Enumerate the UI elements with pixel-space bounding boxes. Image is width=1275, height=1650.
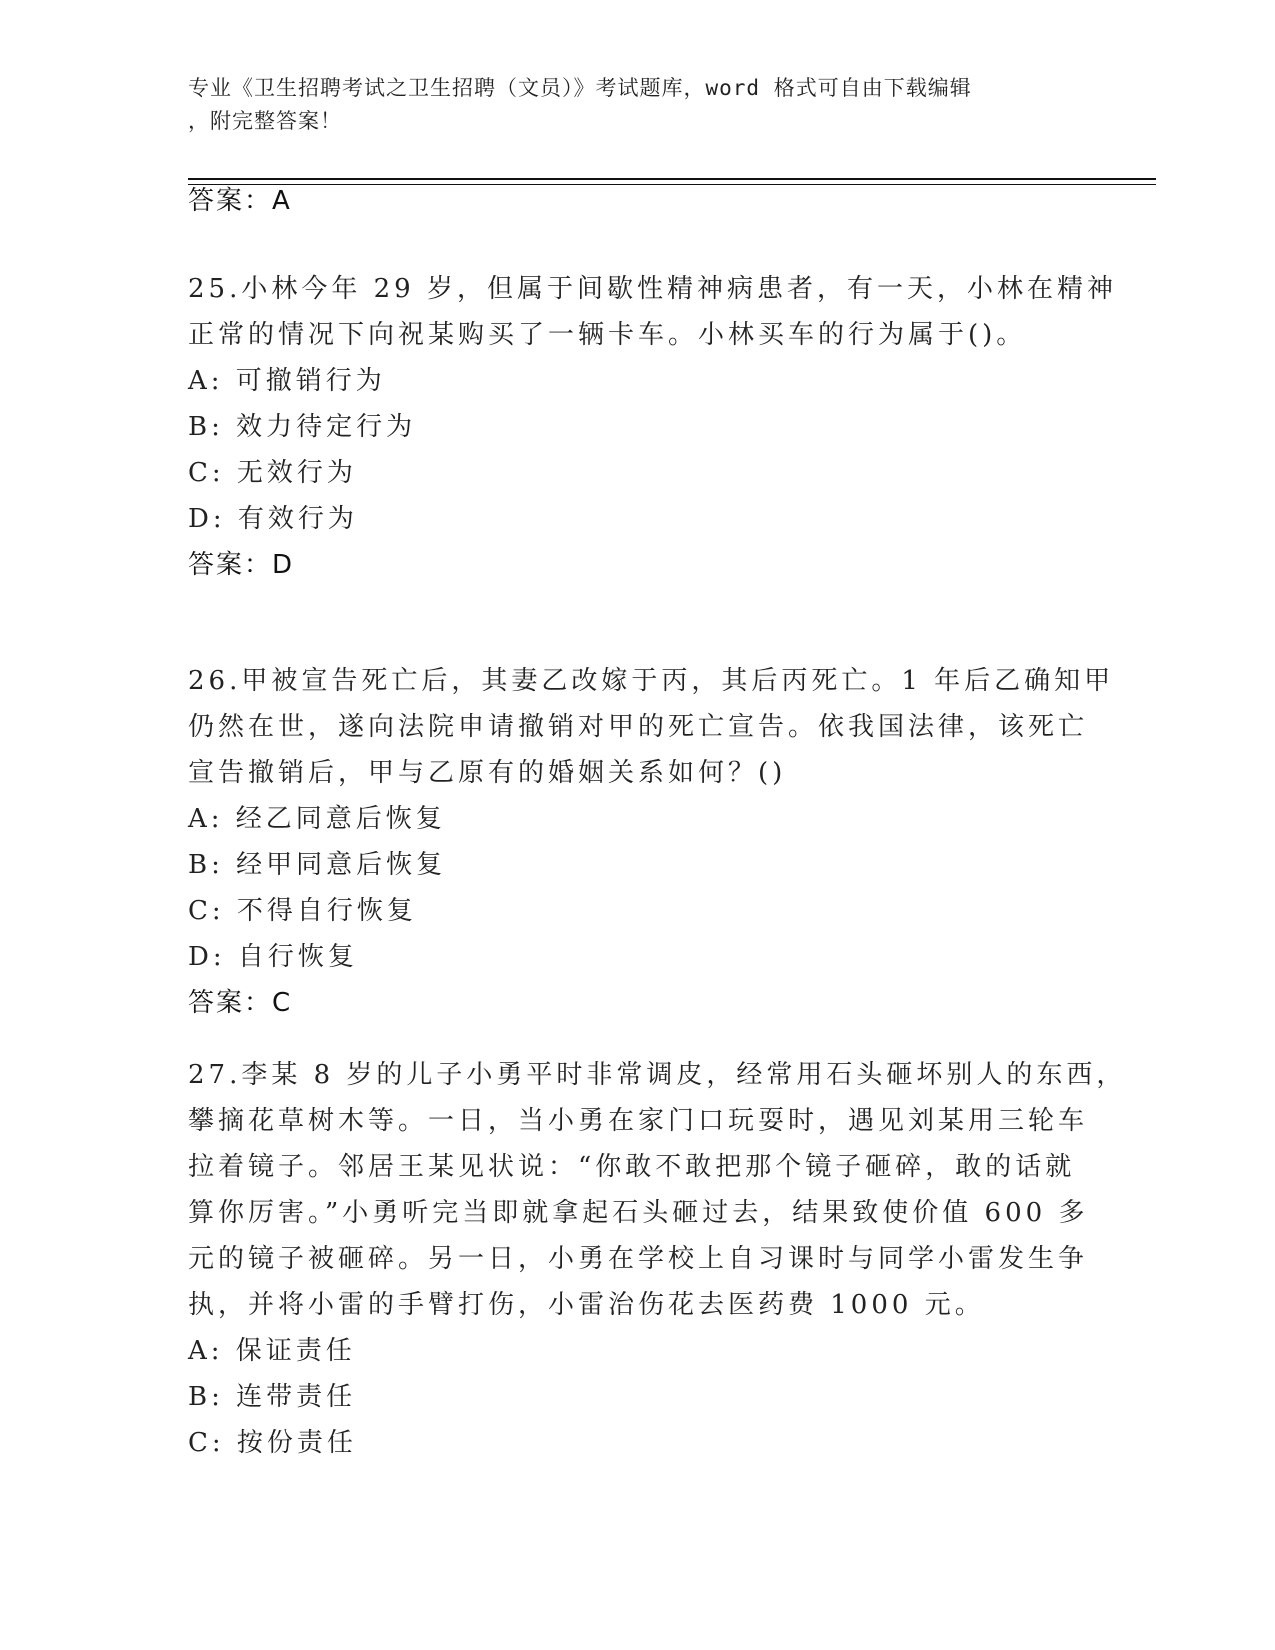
question-text-line: 宣告撤销后，甲与乙原有的婚姻关系如何？() (188, 758, 787, 788)
question-text-line: 元的镜子被砸碎。另一日，小勇在学校上自习课时与同学小雷发生争 (188, 1244, 1089, 1274)
question-text-line: 攀摘花草树木等。一日，当小勇在家门口玩耍时，遇见刘某用三轮车 (188, 1106, 1089, 1136)
option-b: B: 经甲同意后恢复 (188, 850, 447, 880)
option-c: C: 按份责任 (188, 1428, 357, 1458)
option-d: D: 有效行为 (188, 504, 358, 534)
answer-line: 答案：C (188, 988, 293, 1018)
option-b: B: 连带责任 (188, 1382, 357, 1412)
question-27 (188, 1052, 1127, 1466)
question-text-line: 25.小林今年 29 岁，但属于间歇性精神病患者，有一天，小林在精神 (188, 274, 1117, 304)
question-text-line: 仍然在世，遂向法院申请撤销对甲的死亡宣告。依我国法律，该死亡 (188, 712, 1089, 742)
answer-line: 答案：D (188, 550, 295, 580)
question-text-line: 拉着镜子。邻居王某见状说：“你敢不敢把那个镜子砸碎，敢的话就 (188, 1152, 1076, 1182)
answer-line: 答案：A (188, 186, 292, 216)
question-text-line: 算你厉害。”小勇听完当即就拿起石头砸过去，结果致使价值 600 多 (188, 1198, 1089, 1228)
question-text-line: 27.李某 8 岁的儿子小勇平时非常调皮，经常用石头砸坏别人的东西， (188, 1060, 1127, 1090)
question-26 (188, 658, 1115, 1026)
question-text-line: 26.甲被宣告死亡后，其妻乙改嫁于丙，其后丙死亡。1 年后乙确知甲 (188, 666, 1115, 696)
question-25 (188, 266, 1117, 588)
option-a: A: 经乙同意后恢复 (188, 804, 446, 834)
option-a: A: 保证责任 (188, 1336, 356, 1366)
document-header: 专业《卫生招聘考试之卫生招聘（文员）》考试题库，word 格式可自由下载编辑 ，附完整答案！ (188, 76, 972, 133)
option-d: D: 自行恢复 (188, 942, 358, 972)
option-a: A: 可撤销行为 (188, 366, 386, 396)
question-text-line: 执，并将小雷的手臂打伤，小雷治伤花去医药费 1000 元。 (188, 1290, 985, 1320)
option-b: B: 效力待定行为 (188, 412, 417, 442)
question-text-line: 正常的情况下向祝某购买了一辆卡车。小林买车的行为属于()。 (188, 320, 1027, 350)
option-c: C: 不得自行恢复 (188, 896, 417, 926)
previous-answer-block (188, 178, 1068, 224)
option-c: C: 无效行为 (188, 458, 357, 488)
